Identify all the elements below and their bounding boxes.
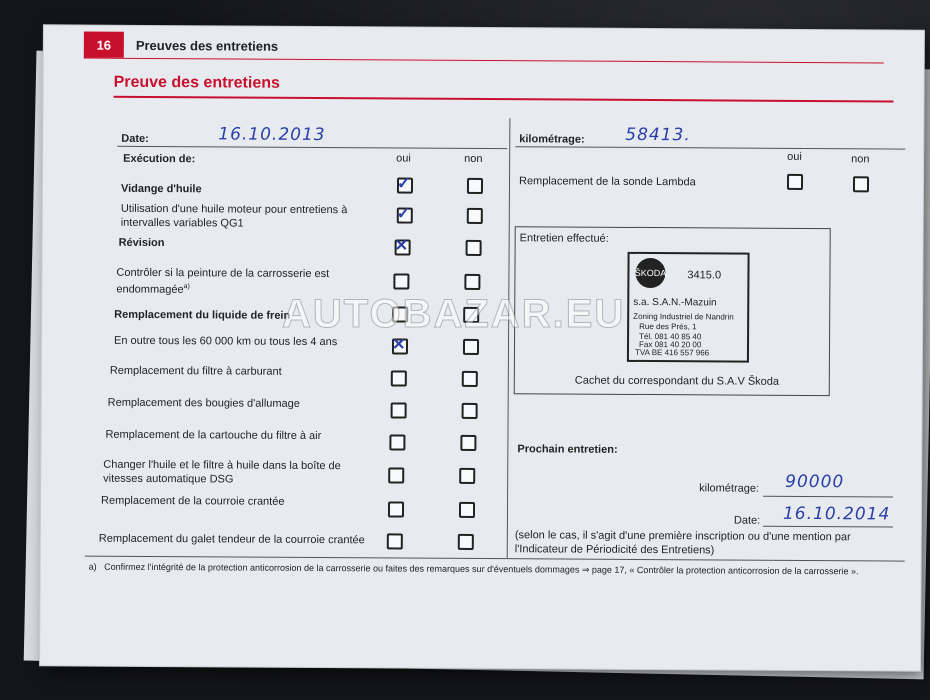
checkbox-non[interactable] (467, 208, 483, 224)
stamp-line: Rue des Prés, 1 (639, 321, 697, 332)
stamp-number: 3415.0 (687, 269, 722, 282)
checkbox-oui[interactable] (393, 273, 409, 289)
checkbox-non[interactable] (463, 339, 479, 355)
stamp-line: TVA BE 416 557 966 (634, 347, 710, 358)
item-label: Utilisation d'une huile moteur pour entretiens à intervalles variables QG1 (120, 202, 348, 230)
chapter-title: Preuves des entretiens (135, 37, 279, 54)
checkbox-non[interactable] (459, 502, 475, 518)
checkbox-oui[interactable] (787, 174, 803, 190)
item-label: Remplacement des bougies d'allumage (107, 396, 300, 410)
dealer-stamp (627, 252, 750, 363)
checkbox-oui[interactable] (387, 533, 403, 549)
item-label: Remplacement de la cartouche du filtre à air (105, 428, 322, 443)
checkbox-non[interactable] (464, 274, 480, 290)
item-label: Remplacement de la courroie crantée (101, 494, 285, 508)
checkbox-non[interactable] (467, 178, 483, 194)
checkbox-non[interactable] (458, 534, 474, 550)
checkbox-oui[interactable] (391, 402, 407, 418)
col-no: non (464, 152, 483, 165)
item-label: En outre tous les 60 000 km ou tous les 4 ans (114, 334, 338, 349)
date-label: Date: (121, 132, 149, 145)
date-handwritten: 16.10.2013 (218, 124, 326, 146)
section-title: Preuve des entretiens (113, 73, 280, 92)
service-label: Entretien effectué: (519, 232, 609, 245)
footnote-marker: a) (88, 561, 97, 572)
stamp-line: Tél. 081 40 85 40 (639, 331, 702, 342)
item-label: Changer l'huile et le filtre à huile dans la boîte de vitesses automatique DSG (103, 458, 341, 486)
section-rule (114, 96, 894, 103)
checkbox-oui[interactable] (389, 434, 405, 450)
checkbox-non[interactable] (459, 468, 475, 484)
stamp-caption: Cachet du correspondant du S.A.V Škoda (574, 374, 780, 388)
skoda-logo-icon: ŠKODA (635, 258, 665, 288)
item-label: Contrôler si la peinture de la carrosserie est endommagée$^{a)}$ (116, 266, 330, 296)
next-date-label: Date: (733, 514, 761, 527)
item-label: Révision (118, 236, 165, 250)
checkbox-oui[interactable]: ✓ (397, 177, 413, 193)
header-rule (84, 58, 884, 64)
checkbox-non[interactable] (462, 403, 478, 419)
right-col-yes: oui (787, 150, 802, 163)
next-date-rule (763, 526, 893, 528)
checkbox-oui[interactable]: ✕ (395, 239, 411, 255)
checkbox-oui[interactable] (391, 370, 407, 386)
checkbox-oui[interactable] (388, 501, 404, 517)
item-label: Remplacement du galet tendeur de la courroie crantée (98, 532, 365, 547)
stamp-line: Zoning Industriel de Nandrin (633, 311, 734, 322)
right-col-no: non (851, 153, 870, 166)
next-km-handwritten: 90000 (785, 471, 845, 493)
km-rule (515, 146, 905, 149)
next-service-label: Prochain entretien: (517, 443, 618, 456)
next-service-note: (selon le cas, il s'agit d'une première inscription ou d'une mention par l'Indicateur de Périodicité des Entretiens) (514, 529, 851, 557)
next-km-label: kilométrage: (699, 482, 760, 495)
footnote-text: Confirmez l'intégrité de la protection anticorrosion de la carrosserie ou faites des remarques sur d'éventuels dommages ⇒ page 17, « Contrôler la protection anticorrosion de la carrosserie ». (104, 561, 859, 577)
checkbox-non[interactable] (462, 371, 478, 387)
checkbox-oui[interactable]: ✓ (397, 207, 413, 223)
item-label: Vidange d'huile (120, 182, 202, 196)
footnote (89, 562, 909, 578)
page-number: 16 (84, 32, 124, 58)
item-label: Remplacement du liquide de frein (114, 308, 291, 322)
lambda-label: Remplacement de la sonde Lambda (518, 175, 696, 189)
checkbox-oui[interactable]: ✕ (392, 338, 408, 354)
stamp-line: Fax 081 40 20 00 (638, 339, 702, 350)
checkbox-non[interactable] (466, 240, 482, 256)
watermark: AUTOBAZAR.EU (282, 292, 626, 336)
stamp-company: s.a. S.A.N.-Mazuin (633, 296, 717, 309)
execution-label: Exécution de: (123, 152, 196, 166)
col-yes: oui (396, 152, 411, 165)
next-km-rule (763, 496, 893, 498)
km-label: kilométrage: (519, 133, 585, 146)
next-date-handwritten: 16.10.2014 (782, 503, 891, 525)
booklet-page (40, 25, 924, 670)
checkbox-non[interactable] (853, 176, 869, 192)
km-handwritten: 58413. (625, 124, 691, 146)
date-rule (117, 146, 507, 149)
item-label: Remplacement du filtre à carburant (109, 364, 282, 378)
checkbox-oui[interactable] (388, 467, 404, 483)
checkbox-non[interactable] (460, 435, 476, 451)
column-divider (507, 118, 511, 558)
